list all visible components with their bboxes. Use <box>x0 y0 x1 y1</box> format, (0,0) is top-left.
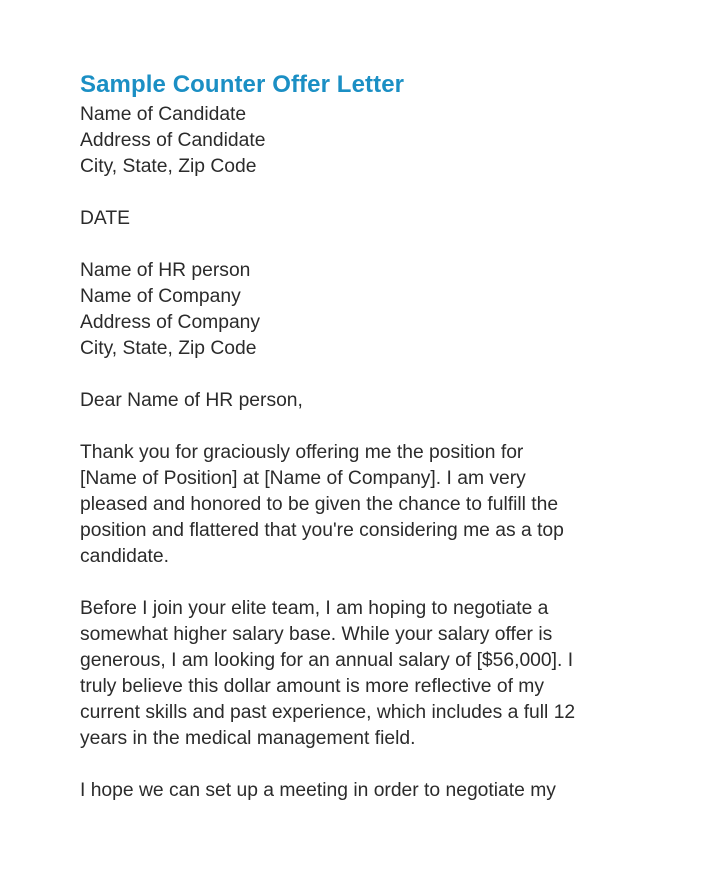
paragraph-line: Before I join your elite team, I am hoping to negotiate a <box>80 598 549 619</box>
paragraph-line: I hope we can set up a meeting in order to negotiate my <box>80 780 556 801</box>
candidate-address-block <box>80 102 700 180</box>
spacer <box>80 570 700 596</box>
paragraph-2 <box>80 596 700 752</box>
paragraph-line: [Name of Position] at [Name of Company]. I am very <box>80 468 526 489</box>
salutation: Dear Name of HR person, <box>80 390 303 411</box>
paragraph-line: generous, I am looking for an annual salary of [$56,000]. I <box>80 650 574 671</box>
spacer <box>80 414 700 440</box>
paragraph-3 <box>80 778 700 804</box>
letter-page <box>80 70 700 804</box>
paragraph-line: truly believe this dollar amount is more reflective of my <box>80 676 545 697</box>
recipient-company: Name of Company <box>80 286 241 307</box>
letter-title: Sample Counter Offer Letter <box>80 71 405 98</box>
paragraph-line: somewhat higher salary base. While your salary offer is <box>80 624 553 645</box>
paragraph-line: pleased and honored to be given the chance to fulfill the <box>80 494 559 515</box>
spacer <box>80 180 700 206</box>
spacer <box>80 232 700 258</box>
recipient-address-block <box>80 258 700 362</box>
recipient-name: Name of HR person <box>80 260 251 281</box>
paragraph-line: position and flattered that you're considering me as a top <box>80 520 564 541</box>
spacer <box>80 752 700 778</box>
candidate-name: Name of Candidate <box>80 104 247 125</box>
recipient-address: Address of Company <box>80 312 261 333</box>
paragraph-line: Thank you for graciously offering me the position for <box>80 442 524 463</box>
paragraph-line: years in the medical management field. <box>80 728 416 749</box>
paragraph-line: current skills and past experience, which includes a full 12 <box>80 702 576 723</box>
letter-date: DATE <box>80 208 130 229</box>
paragraph-1 <box>80 440 700 570</box>
paragraph-line: candidate. <box>80 546 169 567</box>
recipient-city: City, State, Zip Code <box>80 338 257 359</box>
candidate-city: City, State, Zip Code <box>80 156 257 177</box>
spacer <box>80 362 700 388</box>
candidate-address: Address of Candidate <box>80 130 266 151</box>
